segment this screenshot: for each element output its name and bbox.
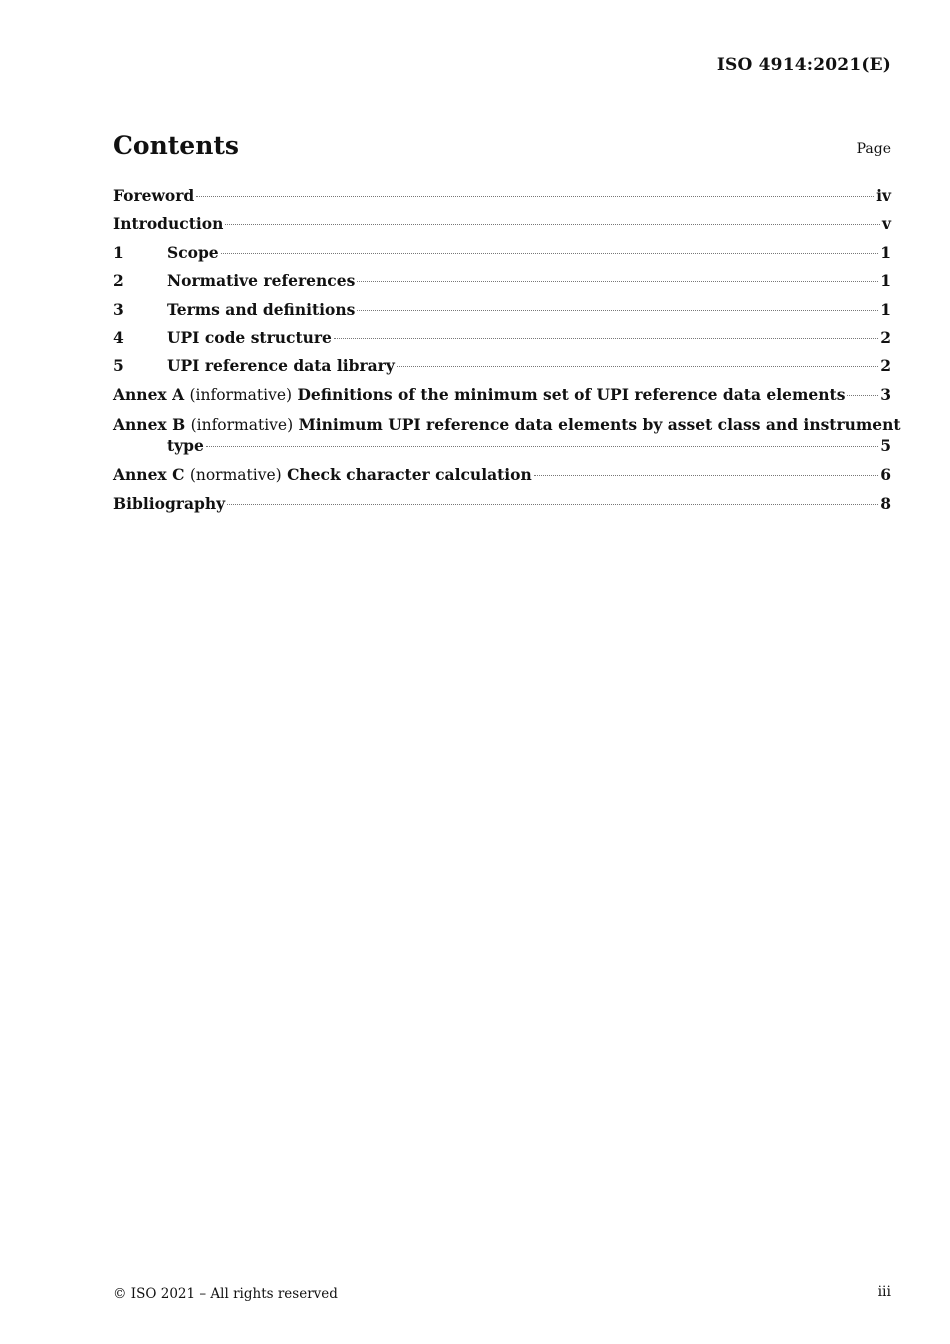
toc-entry-page: 5 xyxy=(880,436,891,456)
dot-leader xyxy=(847,395,878,396)
toc-entry-title: Introduction xyxy=(113,214,224,234)
dot-leader xyxy=(334,338,878,339)
toc-entry-normative-references[interactable] xyxy=(113,269,891,297)
toc-entry-number: 1 xyxy=(113,242,124,262)
toc-entry-page: 2 xyxy=(880,356,891,376)
toc-entry-foreword[interactable] xyxy=(113,184,891,212)
annex-kind: (informative) xyxy=(189,385,293,404)
toc-entry-title: Bibliography xyxy=(113,493,226,513)
toc-entry-scope[interactable] xyxy=(113,241,891,269)
toc-entry-title: UPI reference data library xyxy=(167,356,395,376)
annex-label: Annex B xyxy=(113,415,186,435)
table-of-contents xyxy=(113,184,901,520)
toc-entry-page: 1 xyxy=(880,242,891,262)
toc-entry-number: 3 xyxy=(113,299,124,319)
toc-entry-title: Normative references xyxy=(167,271,356,291)
toc-entry-page: 2 xyxy=(880,327,891,347)
toc-entry-annex-c[interactable] xyxy=(113,463,891,491)
toc-entry-bibliography[interactable] xyxy=(113,492,891,520)
toc-entry-page: v xyxy=(881,214,891,234)
document-id: ISO 4914:2021(E) xyxy=(716,55,891,75)
annex-title-continuation: type xyxy=(167,436,204,456)
toc-entry-title: Scope xyxy=(167,242,219,262)
annex-label: Annex A xyxy=(113,384,185,404)
dot-leader xyxy=(397,366,878,367)
contents-title: Contents xyxy=(113,131,240,160)
annex-title: Minimum UPI reference data elements by asset class and instrument xyxy=(298,415,901,435)
toc-entry-introduction[interactable] xyxy=(113,212,891,240)
toc-entry-title xyxy=(113,463,532,487)
dot-leader xyxy=(206,446,878,447)
toc-entry-page: 6 xyxy=(880,465,891,485)
toc-entry-number: 2 xyxy=(113,271,124,291)
dot-leader xyxy=(534,475,878,476)
dot-leader xyxy=(225,224,880,225)
annex-title: Check character calculation xyxy=(287,465,532,485)
toc-entry-annex-a[interactable] xyxy=(113,383,891,411)
toc-entry-number: 5 xyxy=(113,356,124,376)
dot-leader xyxy=(357,310,878,311)
dot-leader xyxy=(227,504,878,505)
toc-entry-page: 1 xyxy=(880,271,891,291)
annex-title: Definitions of the minimum set of UPI reference data elements xyxy=(297,384,846,404)
toc-entry-title: UPI code structure xyxy=(167,327,332,347)
toc-entry-title: Foreword xyxy=(113,186,195,205)
toc-entry-upi-code-structure[interactable] xyxy=(113,326,891,354)
toc-entry-page: 1 xyxy=(880,299,891,319)
toc-entry-annex-b[interactable] xyxy=(113,415,901,459)
toc-entry-terms-definitions[interactable] xyxy=(113,298,891,326)
toc-entry-upi-reference-data-library[interactable] xyxy=(113,354,891,382)
toc-entry-title xyxy=(113,383,845,407)
copyright-notice: © ISO 2021 – All rights reserved xyxy=(113,1286,338,1302)
toc-entry-number: 4 xyxy=(113,327,124,347)
toc-entry-page: 8 xyxy=(880,493,891,513)
annex-label: Annex C xyxy=(113,465,185,485)
page-number: iii xyxy=(877,1284,891,1300)
toc-entry-page: 3 xyxy=(880,384,891,404)
dot-leader xyxy=(221,253,879,254)
toc-entry-title: Terms and definitions xyxy=(167,299,356,319)
dot-leader xyxy=(196,196,874,197)
dot-leader xyxy=(357,281,878,282)
annex-kind: (informative) xyxy=(190,416,294,435)
annex-kind: (normative) xyxy=(189,466,282,485)
page-column-label: Page xyxy=(856,141,891,157)
toc-entry-page: iv xyxy=(876,186,891,205)
